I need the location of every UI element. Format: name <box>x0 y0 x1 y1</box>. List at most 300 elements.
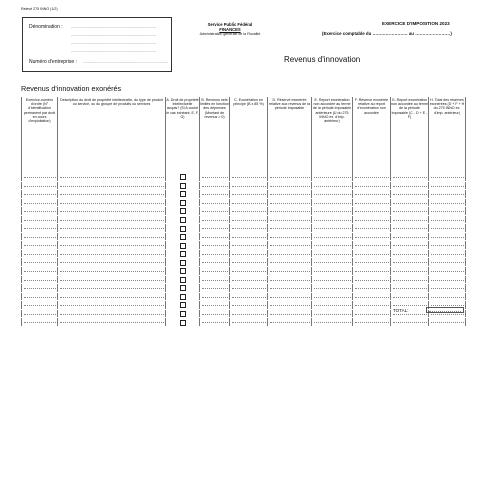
acquired-checkbox-cell[interactable] <box>166 284 200 293</box>
table-cell[interactable] <box>353 215 391 224</box>
dotted-entry-line <box>431 288 464 289</box>
acquired-checkbox-cell[interactable] <box>166 258 200 267</box>
table-cell[interactable] <box>200 224 230 233</box>
table-cell[interactable] <box>22 215 58 224</box>
acquired-checkbox-cell[interactable] <box>166 173 200 181</box>
dotted-entry-line <box>202 177 228 178</box>
table-cell[interactable] <box>353 241 391 250</box>
table-cell[interactable] <box>391 215 429 224</box>
table-cell[interactable] <box>312 215 353 224</box>
table-cell[interactable] <box>391 292 429 301</box>
dotted-entry-line <box>355 297 389 298</box>
dotted-entry-line <box>24 186 56 187</box>
table-cell[interactable] <box>312 224 353 233</box>
table-cell[interactable] <box>58 215 166 224</box>
table-cell[interactable] <box>391 275 429 284</box>
table-cell[interactable] <box>22 232 58 241</box>
authority-line2: FINANCES <box>219 27 241 32</box>
table-cell[interactable] <box>353 309 391 318</box>
table-cell[interactable] <box>200 284 230 293</box>
table-cell[interactable] <box>230 215 268 224</box>
table-cell[interactable] <box>230 181 268 190</box>
table-cell[interactable] <box>22 241 58 250</box>
table-cell[interactable] <box>312 207 353 216</box>
dotted-entry-line <box>232 228 266 229</box>
acquired-checkbox[interactable] <box>180 285 186 291</box>
table-cell[interactable] <box>22 249 58 258</box>
table-cell[interactable] <box>268 284 312 293</box>
table-cell[interactable] <box>200 258 230 267</box>
table-cell[interactable] <box>22 173 58 181</box>
dotted-entry-line <box>431 280 464 281</box>
dotted-entry-line <box>232 177 266 178</box>
acquired-checkbox-cell[interactable] <box>166 198 200 207</box>
acquired-checkbox[interactable] <box>180 251 186 257</box>
dotted-entry-line <box>270 237 310 238</box>
table-cell[interactable] <box>429 181 466 190</box>
dotted-entry-line <box>24 220 56 221</box>
acquired-checkbox[interactable] <box>180 217 186 223</box>
table-cell[interactable] <box>230 249 268 258</box>
table-cell[interactable] <box>58 181 166 190</box>
acquired-checkbox-cell[interactable] <box>166 232 200 241</box>
acquired-checkbox-cell[interactable] <box>166 267 200 276</box>
table-cell[interactable] <box>230 284 268 293</box>
table-cell[interactable] <box>22 301 58 310</box>
table-cell[interactable] <box>200 275 230 284</box>
table-cell[interactable] <box>58 318 166 327</box>
table-cell[interactable] <box>312 292 353 301</box>
dotted-entry-line <box>60 280 164 281</box>
acquired-checkbox-cell[interactable] <box>166 309 200 318</box>
table-cell[interactable] <box>391 241 429 250</box>
dotted-entry-line <box>355 211 389 212</box>
table-cell[interactable] <box>391 173 429 181</box>
table-cell[interactable] <box>200 215 230 224</box>
innovation-table <box>21 97 466 327</box>
dotted-entry-line <box>202 262 228 263</box>
acquired-checkbox-cell[interactable] <box>166 190 200 199</box>
dotted-entry-line <box>270 288 310 289</box>
table-row <box>22 318 466 327</box>
dotted-entry-line <box>60 194 164 195</box>
table-cell[interactable] <box>312 190 353 199</box>
dotted-entry-line <box>270 211 310 212</box>
table-cell[interactable] <box>230 224 268 233</box>
table-cell[interactable] <box>230 173 268 181</box>
table-cell[interactable] <box>312 232 353 241</box>
table-cell[interactable] <box>58 241 166 250</box>
table-cell[interactable] <box>353 224 391 233</box>
table-cell[interactable] <box>353 198 391 207</box>
acquired-checkbox[interactable] <box>180 208 186 214</box>
table-cell[interactable] <box>353 249 391 258</box>
table-cell[interactable] <box>312 301 353 310</box>
column-header-6: D. Réserve exonérée relative aux revenus de la période imposable <box>268 97 312 173</box>
dotted-entry-line <box>314 220 351 221</box>
dotted-entry-line <box>24 177 56 178</box>
table-cell[interactable] <box>268 249 312 258</box>
dotted-entry-line <box>60 245 164 246</box>
exercise-title: EXERCICE D'IMPOSITION 2023 <box>382 21 450 26</box>
table-cell[interactable] <box>429 241 466 250</box>
table-cell[interactable] <box>312 309 353 318</box>
table-cell[interactable] <box>230 309 268 318</box>
table-cell[interactable] <box>353 258 391 267</box>
acquired-checkbox-cell[interactable] <box>166 224 200 233</box>
dotted-entry-line <box>355 262 389 263</box>
table-row <box>22 284 466 293</box>
dotted-entry-line <box>431 297 464 298</box>
table-cell[interactable] <box>391 232 429 241</box>
table-cell[interactable] <box>22 258 58 267</box>
table-cell[interactable] <box>22 181 58 190</box>
table-cell[interactable] <box>230 232 268 241</box>
table-cell[interactable] <box>58 198 166 207</box>
table-cell[interactable] <box>391 284 429 293</box>
table-cell[interactable] <box>230 292 268 301</box>
dotted-entry-line <box>393 186 427 187</box>
table-cell[interactable] <box>268 292 312 301</box>
acquired-checkbox-cell[interactable] <box>166 249 200 258</box>
table-row <box>22 207 466 216</box>
dotted-entry-line <box>431 245 464 246</box>
table-cell[interactable] <box>230 190 268 199</box>
table-row <box>22 181 466 190</box>
table-cell[interactable] <box>200 181 230 190</box>
table-cell[interactable] <box>429 292 466 301</box>
table-cell[interactable] <box>353 275 391 284</box>
table-cell[interactable] <box>391 249 429 258</box>
table-cell[interactable] <box>200 232 230 241</box>
acquired-checkbox-cell[interactable] <box>166 241 200 250</box>
dotted-entry-line <box>314 322 351 323</box>
table-cell[interactable] <box>391 198 429 207</box>
acquired-checkbox[interactable] <box>180 226 186 232</box>
table-cell[interactable] <box>200 207 230 216</box>
dotted-entry-line <box>24 305 56 306</box>
dotted-entry-line <box>431 220 464 221</box>
dotted-entry-line <box>232 245 266 246</box>
enterprise-number-dots[interactable]: …………………………………………… <box>83 59 168 65</box>
table-cell[interactable] <box>391 267 429 276</box>
denomination-dots-2[interactable]: …………………………………………… <box>71 32 156 38</box>
dotted-entry-line <box>393 177 427 178</box>
table-cell[interactable] <box>312 198 353 207</box>
table-cell[interactable] <box>312 267 353 276</box>
dotted-entry-line <box>314 211 351 212</box>
table-cell[interactable] <box>200 301 230 310</box>
dotted-entry-line <box>355 254 389 255</box>
table-cell[interactable] <box>268 267 312 276</box>
table-cell[interactable] <box>200 173 230 181</box>
table-cell[interactable] <box>268 318 312 327</box>
table-cell[interactable] <box>58 207 166 216</box>
dotted-entry-line <box>270 262 310 263</box>
table-cell[interactable] <box>429 318 466 327</box>
table-cell[interactable] <box>230 318 268 327</box>
dotted-entry-line <box>60 177 164 178</box>
dotted-entry-line <box>270 322 310 323</box>
acquired-checkbox[interactable] <box>180 302 186 308</box>
dotted-entry-line <box>393 305 427 306</box>
table-cell[interactable] <box>353 267 391 276</box>
dotted-entry-line <box>60 237 164 238</box>
dotted-entry-line <box>60 203 164 204</box>
table-cell[interactable] <box>268 275 312 284</box>
table-cell[interactable] <box>230 241 268 250</box>
table-cell[interactable] <box>58 258 166 267</box>
dotted-entry-line <box>270 177 310 178</box>
table-cell[interactable] <box>22 224 58 233</box>
table-cell[interactable] <box>312 181 353 190</box>
dotted-entry-line <box>355 305 389 306</box>
table-cell[interactable] <box>230 207 268 216</box>
table-cell[interactable] <box>268 241 312 250</box>
table-cell[interactable] <box>58 301 166 310</box>
acquired-checkbox[interactable] <box>180 183 186 189</box>
dotted-entry-line <box>393 211 427 212</box>
authority-line1: Service Public Fédéral <box>207 22 253 27</box>
acquired-checkbox-cell[interactable] <box>166 181 200 190</box>
dotted-entry-line <box>431 203 464 204</box>
table-cell[interactable] <box>429 173 466 181</box>
table-cell[interactable] <box>353 284 391 293</box>
table-cell[interactable] <box>58 275 166 284</box>
table-cell[interactable] <box>58 224 166 233</box>
table-row <box>22 224 466 233</box>
table-cell[interactable] <box>353 301 391 310</box>
dotted-entry-line <box>431 194 464 195</box>
acquired-checkbox[interactable] <box>180 234 186 240</box>
table-cell[interactable] <box>391 207 429 216</box>
table-cell[interactable] <box>22 275 58 284</box>
column-header-5: C. Exonération en principe (B x 85 %) <box>230 97 268 173</box>
dotted-entry-line <box>24 237 56 238</box>
table-cell[interactable] <box>268 309 312 318</box>
table-cell[interactable] <box>58 284 166 293</box>
authority-line3: Administration générale de la Fiscalité <box>199 32 261 36</box>
table-cell[interactable] <box>312 318 353 327</box>
acquired-checkbox[interactable] <box>180 243 186 249</box>
table-cell[interactable] <box>22 267 58 276</box>
column-header-8: F. Réserve exonérée relative au report d'exonération non accordée <box>353 97 391 173</box>
enterprise-number-label: Numéro d'entreprise : <box>29 59 77 65</box>
table-cell[interactable] <box>230 258 268 267</box>
acquired-checkbox[interactable] <box>180 294 186 300</box>
table-cell[interactable] <box>58 267 166 276</box>
table-cell[interactable] <box>312 258 353 267</box>
table-cell[interactable] <box>58 232 166 241</box>
table-cell[interactable] <box>268 173 312 181</box>
dotted-entry-line <box>314 297 351 298</box>
table-cell[interactable] <box>429 207 466 216</box>
dotted-entry-line <box>232 280 266 281</box>
acquired-checkbox-cell[interactable] <box>166 292 200 301</box>
denomination-dots-3[interactable]: …………………………………………… <box>71 40 156 46</box>
table-cell[interactable] <box>353 207 391 216</box>
table-cell[interactable] <box>429 258 466 267</box>
table-cell[interactable] <box>268 301 312 310</box>
table-cell[interactable] <box>230 198 268 207</box>
table-cell[interactable] <box>268 232 312 241</box>
acquired-checkbox-cell[interactable] <box>166 215 200 224</box>
table-cell[interactable] <box>312 275 353 284</box>
dotted-entry-line <box>24 288 56 289</box>
total-field[interactable] <box>426 307 464 313</box>
table-cell[interactable] <box>312 241 353 250</box>
dotted-entry-line <box>24 228 56 229</box>
acquired-checkbox-cell[interactable] <box>166 318 200 327</box>
table-cell[interactable] <box>230 275 268 284</box>
dotted-entry-line <box>60 262 164 263</box>
dotted-entry-line <box>355 177 389 178</box>
table-cell[interactable] <box>429 267 466 276</box>
dotted-entry-line <box>232 194 266 195</box>
table-cell[interactable] <box>429 275 466 284</box>
table-cell[interactable] <box>58 190 166 199</box>
acquired-checkbox[interactable] <box>180 268 186 274</box>
denomination-dots-4[interactable]: …………………………………………… <box>71 48 156 54</box>
dotted-entry-line <box>270 245 310 246</box>
dotted-entry-line <box>232 254 266 255</box>
table-cell[interactable] <box>200 292 230 301</box>
table-cell[interactable] <box>268 215 312 224</box>
table-cell[interactable] <box>353 173 391 181</box>
acquired-checkbox[interactable] <box>180 174 186 180</box>
table-cell[interactable] <box>391 190 429 199</box>
table-cell[interactable] <box>58 249 166 258</box>
table-cell[interactable] <box>58 173 166 181</box>
table-cell[interactable] <box>22 309 58 318</box>
dotted-entry-line <box>393 203 427 204</box>
table-row <box>22 232 466 241</box>
table-cell[interactable] <box>268 258 312 267</box>
table-cell[interactable] <box>353 292 391 301</box>
table-cell[interactable] <box>268 198 312 207</box>
acquired-checkbox[interactable] <box>180 191 186 197</box>
column-header-9: G. Report exonération non accordée au terme de la période imposable (C - D + E - F) <box>391 97 429 173</box>
table-cell[interactable] <box>200 318 230 327</box>
table-cell[interactable] <box>22 318 58 327</box>
form-title: Revenus d'innovation <box>284 55 361 64</box>
dotted-entry-line <box>431 314 464 315</box>
dotted-entry-line <box>60 322 164 323</box>
dotted-entry-line <box>314 288 351 289</box>
table-cell[interactable] <box>200 190 230 199</box>
table-cell[interactable] <box>429 198 466 207</box>
table-cell[interactable] <box>58 292 166 301</box>
table-cell[interactable] <box>429 249 466 258</box>
form-reference: Relevé 275 INNO (1/2) <box>21 7 58 11</box>
denomination-dots-1[interactable]: …………………………………………… <box>71 24 156 30</box>
table-cell[interactable] <box>429 190 466 199</box>
acquired-checkbox[interactable] <box>180 311 186 317</box>
acquired-checkbox-cell[interactable] <box>166 207 200 216</box>
table-cell[interactable] <box>429 284 466 293</box>
dotted-entry-line <box>232 314 266 315</box>
table-row <box>22 215 466 224</box>
table-cell[interactable] <box>200 309 230 318</box>
table-cell[interactable] <box>22 284 58 293</box>
table-cell[interactable] <box>391 318 429 327</box>
table-cell[interactable] <box>268 207 312 216</box>
dotted-entry-line <box>202 271 228 272</box>
dotted-entry-line <box>202 245 228 246</box>
table-cell[interactable] <box>22 190 58 199</box>
table-cell[interactable] <box>312 249 353 258</box>
table-cell[interactable] <box>391 258 429 267</box>
table-cell[interactable] <box>429 232 466 241</box>
dotted-entry-line <box>202 186 228 187</box>
acquired-checkbox-cell[interactable] <box>166 301 200 310</box>
table-cell[interactable] <box>312 284 353 293</box>
dotted-entry-line <box>24 245 56 246</box>
dotted-entry-line <box>393 220 427 221</box>
table-cell[interactable] <box>268 224 312 233</box>
table-row <box>22 198 466 207</box>
dotted-entry-line <box>270 314 310 315</box>
dotted-entry-line <box>314 314 351 315</box>
acquired-checkbox[interactable] <box>180 277 186 283</box>
dotted-entry-line <box>270 271 310 272</box>
dotted-entry-line <box>24 254 56 255</box>
dotted-entry-line <box>202 237 228 238</box>
table-cell[interactable] <box>429 215 466 224</box>
dotted-entry-line <box>24 262 56 263</box>
table-cell[interactable] <box>230 267 268 276</box>
table-cell[interactable] <box>200 198 230 207</box>
dotted-entry-line <box>355 220 389 221</box>
table-cell[interactable] <box>391 224 429 233</box>
dotted-entry-line <box>314 203 351 204</box>
table-cell[interactable] <box>353 232 391 241</box>
table-cell[interactable] <box>268 190 312 199</box>
table-cell[interactable] <box>230 301 268 310</box>
dotted-entry-line <box>431 322 464 323</box>
table-cell[interactable] <box>22 198 58 207</box>
acquired-checkbox-cell[interactable] <box>166 275 200 284</box>
table-cell[interactable] <box>353 190 391 199</box>
acquired-checkbox[interactable] <box>180 320 186 326</box>
table-cell[interactable] <box>268 181 312 190</box>
dotted-entry-line <box>202 288 228 289</box>
table-cell[interactable] <box>429 224 466 233</box>
table-row <box>22 258 466 267</box>
dotted-entry-line <box>270 194 310 195</box>
dotted-entry-line <box>393 237 427 238</box>
table-cell[interactable] <box>353 181 391 190</box>
table-cell[interactable] <box>58 309 166 318</box>
dotted-entry-line <box>270 220 310 221</box>
table-cell[interactable] <box>22 207 58 216</box>
header-row <box>22 97 466 173</box>
table-cell[interactable] <box>391 181 429 190</box>
table-cell[interactable] <box>22 292 58 301</box>
dotted-entry-line <box>314 228 351 229</box>
dotted-entry-line <box>24 297 56 298</box>
dotted-entry-line <box>431 228 464 229</box>
table-row <box>22 267 466 276</box>
table-cell[interactable] <box>200 241 230 250</box>
acquired-checkbox[interactable] <box>180 260 186 266</box>
dotted-entry-line <box>431 186 464 187</box>
table-cell[interactable] <box>200 249 230 258</box>
table-cell[interactable] <box>312 173 353 181</box>
table-cell[interactable] <box>353 318 391 327</box>
acquired-checkbox[interactable] <box>180 200 186 206</box>
table-cell[interactable] <box>200 267 230 276</box>
